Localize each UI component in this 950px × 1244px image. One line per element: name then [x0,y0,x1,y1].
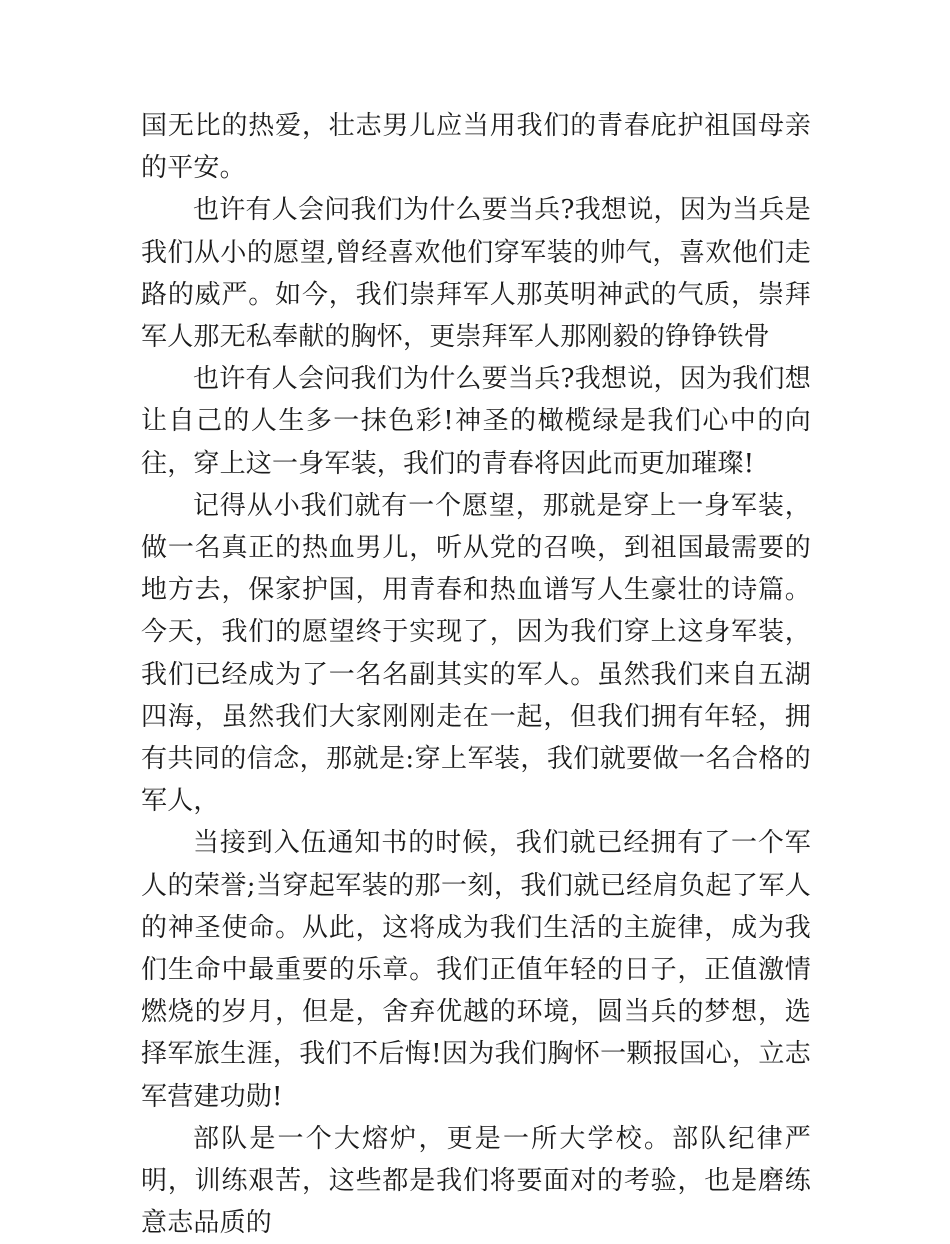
paragraph-6: 部队是一个大熔炉，更是一所大学校。部队纪律严明，训练艰苦，这些都是我们将要面对的考验，也是磨练意志品质的 [141,1123,811,1239]
paragraph-2: 也许有人会问我们为什么要当兵?我想说，因为当兵是我们从小的愿望,曾经喜欢他们穿军装的帅气，喜欢他们走路的威严。如今，我们崇拜军人那英明神武的气质，崇拜军人那无私奉献的胸怀，更崇拜军人那刚毅的铮铮铁骨 [141,195,811,353]
paragraph-1: 国无比的热爱，壮志男儿应当用我们的青春庇护祖国母亲的平安。 [141,111,811,184]
paragraph-3: 也许有人会问我们为什么要当兵?我想说，因为我们想让自己的人生多一抹色彩!神圣的橄榄绿是我们心中的向往，穿上这一身军装，我们的青春将因此而更加璀璨! [141,364,811,479]
paragraph-5: 当接到入伍通知书的时候，我们就已经拥有了一个军人的荣誉;当穿起军装的那一刻，我们就已经肩负起了军人的神圣使命。从此，这将成为我们生活的主旋律，成为我们生命中最重要的乐章。我们正值年轻的日子，正值激情燃烧的岁月，但是，舍弃优越的环境，圆当兵的梦想，选择军旅生涯，我们不后悔!因为我们胸怀一颗报国心，立志军营建功勋! [141,828,811,1112]
paragraph-4: 记得从小我们就有一个愿望，那就是穿上一身军装，做一名真正的热血男儿，听从党的召唤，到祖国最需要的地方去，保家护国，用青春和热血谱写人生豪壮的诗篇。今天，我们的愿望终于实现了，因为我们穿上这身军装，我们已经成为了一名名副其实的军人。虽然我们来自五湖四海，虽然我们大家刚刚走在一起，但我们拥有年轻，拥有共同的信念，那就是:穿上军装，我们就要做一名合格的军人， [141,490,811,817]
document-body [141,105,811,1244]
